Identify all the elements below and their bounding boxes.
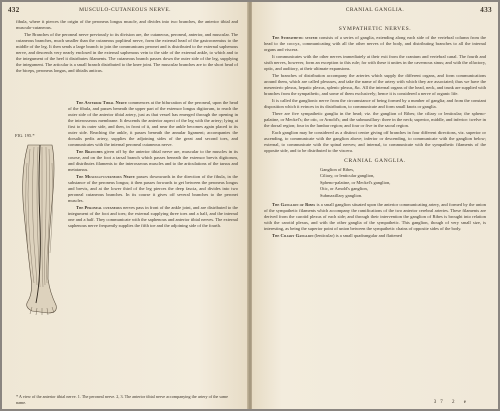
- right-page: [252, 2, 498, 409]
- right-page-header: [258, 6, 492, 16]
- left-running-title: MUSCULO-CUTANEOUS NERVE.: [79, 7, 171, 13]
- paragraph: Each ganglion may be considered as a distinct centre giving off branches in four different directions, viz. superior or ascending, to communicate with the ganglion above; inferior or descending, to communicate with the ganglion below; external, to communicate with the spinal nerves; and internal, to communicate with the sympathetic filaments of the opposite side, and to be distributed to the viscera.: [264, 130, 486, 153]
- left-text-right-of-figure: [68, 100, 238, 230]
- cranial-ganglia-heading: CRANIAL GANGLIA.: [344, 158, 406, 164]
- paragraph: consists of a series of ganglia, extending along each side of the vertebral column from the head to the coccyx, communicating with all the other nerves of the body, and distributing branches to all the internal organs and viscera.: [264, 35, 486, 52]
- right-text: [264, 22, 486, 240]
- left-page-header: [8, 6, 242, 16]
- list-item: Spheno-palatine, or Meckel's ganglion,: [320, 179, 391, 185]
- paragraph: fibula, where it pierces the origin of the peroneus longus muscle, and divides into two branches, the anterior tibial and musculo-cutaneous.: [16, 19, 238, 30]
- left-page: [2, 2, 248, 409]
- paragraph: (lenticular) is a small quadrangular and flattened: [313, 233, 402, 239]
- peroneal-cutaneous-text: nerves pass in front of the ankle joint, and are distributed to the integument of the foot and toes; the external supplying three toes and a half, and the internal one and a half. They communicate with the saphenous and anterior tibial nerves. The external saphenous nerve frequently supplies the fifth toe and the adjoining side of the fourth.: [68, 205, 238, 228]
- paragraph: It communicates with the other nerves immediately at their exit from the cranium and vertebral canal. The fourth and sixth nerves, however, form an exception to this rule; for with these it unites in the cavernous sinus; and with the olfactory, optic, and auditory, at their ultimate expansions.: [264, 54, 486, 71]
- left-page-number: 432: [8, 6, 20, 14]
- section-heading: SYMPATHETIC NERVES.: [338, 26, 412, 32]
- musculo-cutaneous-text: passes downwards in the direction of the fibula, in the substance of the peroneus longus; it then passes forwards to get between the peroneus longus and brevis, and at the lower third of the leg pierces the deep fascia, and divides into two peroneal cutaneous branches. In its course it gives off several branches to the peronei muscles.: [68, 174, 238, 203]
- figure-label: FIG. 195.*: [15, 133, 35, 138]
- list-item: Ganglion of Ribes,: [320, 167, 355, 172]
- branches-text: given off by the anterior tibial nerve are, muscular to the muscles in its course, and on the foot a tarsal branch which passes beneath the extensor brevis digitorum, and distributes filaments to the interosseous muscles and to the articulations of the tarsus and metatarsus.: [68, 149, 238, 172]
- lead-musculo-cutaneous: The Musculo-cutaneous Nerve: [76, 174, 135, 179]
- left-text-top: [16, 19, 238, 75]
- list-item: Ciliary, or lenticular ganglion,: [320, 173, 375, 179]
- paragraph: There are five sympathetic ganglia in the head; viz. the ganglion of Ribes; the ciliary or lenticular; the spheno-palatine, or Meckel's; the otic, or Arnold's; and the submaxillary: three in the neck; superior, middle, and inferior: twelve in the dorsal region; four in the lumbar region; and four or five in the sacral region.: [264, 111, 486, 128]
- paragraph: The branches of distribution accompany the arteries which supply the different organs, and form communications around them, which are called plexuses, and take the name of the artery with which they are associated; thus we have the mesenteric plexus, hepatic plexus, splenic plexus, &c. All the internal organs of the head, neck, and trunk are supplied with branches from the sympathetic, and some of them exclusively; hence it is considered a nerve of organic life.: [264, 73, 486, 96]
- list-item: Otic, or Arnold's ganglion,: [320, 186, 368, 192]
- paragraph: is a small ganglion situated upon the anterior communicating artery, and formed by the union of the sympathetic filaments which accompany the ramifications of the two anterior cerebral arteries. These filaments are derived from the carotid plexus of each side; and through their intervention the ganglion of Ribes is brought into relation with the carotid plexus, and with the other ganglia of the sympathetic. This ganglion, though of very small size, is interesting, as being the superior point of union between the sympathetic chains of opposite sides of the body.: [264, 202, 486, 232]
- lead-sympathetic: The Sympathetic system: [272, 35, 318, 40]
- left-footnote: * A view of the anterior tibial nerve. 1. The peroneal nerve. 2, 3. The anterior tibial nerve accompanying the artery of the same name.: [16, 394, 228, 405]
- lead-ciliary-ganglion: The Ciliary Ganglion: [272, 233, 314, 239]
- book-spread: [2, 2, 498, 409]
- right-page-number: 433: [480, 6, 492, 14]
- paragraph: It is called the ganglionic nerve from the circumstance of being formed by a number of ganglia; and from the constant disposition which it evinces in its distribution, to communicate and form small knots or ganglia.: [264, 98, 486, 109]
- signature-marks: 37 2 e: [433, 400, 470, 405]
- list-item: Submaxillary ganglion.: [320, 192, 363, 198]
- anterior-tibial-text: commences at the bifurcation of the peroneal, upon the head of the fibula, and passes beneath the upper part of the extensor longus digitorum, to reach the outer side of the anterior tibial artery, just as that vessel has emerged through the opening in the interosseous membrane. It descends the anterior aspect of the leg with the artery; lying at first to its outer side, and then, in front of it, and near the ankle becomes again placed to its outer side. Reaching the ankle, it passes beneath the annular ligament; accompanies the dorsalis pedis artery, supplies the adjoining sides of the great and second toes, and communicates with the internal peroneal cutaneous nerve.: [68, 100, 238, 147]
- lead-peroneal-cutaneous: The Peroneal cutaneous: [76, 205, 122, 210]
- ganglia-list: [320, 167, 486, 199]
- lead-anterior-tibial: The Anterior Tibial Nerve: [76, 100, 127, 105]
- lead-branches: The Branches: [76, 149, 103, 154]
- paragraph: The Branches of the peroneal nerve previously to its division are, the cutaneous, peroneal, anterior, and muscular. The cutaneous branches, much smaller than the cutaneous popliteal nerve, form the external head of the gastrocnemius to the middle of the leg. It then sends a large branch to join the communicans peronei and is distributed to the external saphenous nerve, and descends very nearly enclosed in the external saphenous vein to the side of the external ankle, to which and to the integument of the heel it distributes filaments. The cutaneous branch passes down the outer side of the leg, supplying the integument. The articular is a small branch distributed to the knee joint. The muscular branches are to the short head of the biceps, peroneus longus, and tibialis anticus.: [16, 32, 238, 73]
- right-running-title: CRANIAL GANGLIA.: [345, 7, 405, 13]
- leg-nerve-figure: [14, 143, 66, 315]
- lead-ganglion-ribes: The Ganglion of Ribes: [272, 202, 316, 208]
